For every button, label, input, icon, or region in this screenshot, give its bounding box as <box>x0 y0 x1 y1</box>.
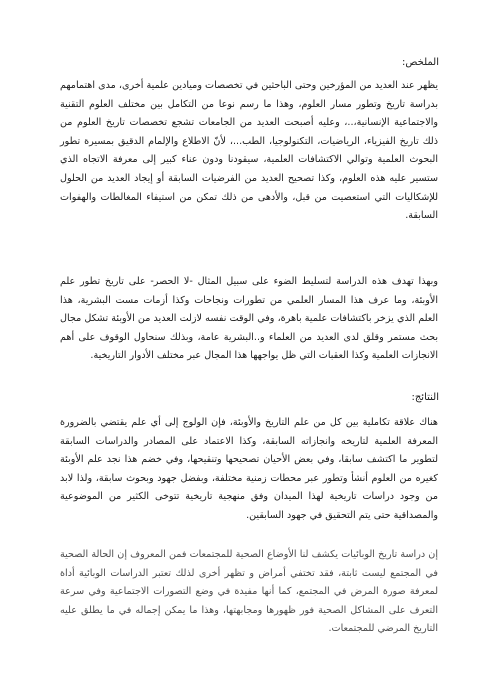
results-heading: النتائج: <box>411 392 439 403</box>
summary-paragraph: يظهر عند العديد من المؤرخين وحتى الباحثين في تخصصات وميادين علمية أخرى، مدى اهتمامهم بدراسة تاريخ وتطور مسار العلوم، وهذا ما رسم نوعا من التكامل بين مختلف العلوم التقنية والاجتماعية الإنسانية،..، وعليه أصبحت العديد من الجامعات تشجع تخصصات تاريخ العلوم من ذلك تاريخ الفيزياء، الرياضيات، التكنولوجيا، الطب...، لأنّ الاطلاع والإلمام الدقيق بمسيرة تطور البحوث العلمية وتوالي الاكتشافات العلمية، سيقودنا ودون عناء كبير إلى معرفة الاتجاه الذي ستسير عليه هذه العلوم، وكذا تصحيح العديد من الفرضيات السابقة أو إيجاد العديد من الحلول للإشكاليات التي استعصيت من قبل، والأدهى من ذلك تمكن من استيفاء المغالطات والهفوات السابقة. <box>60 80 438 222</box>
aim-paragraph: وبهذا تهدف هذه الدراسة لتسليط الضوء على سبيل المثال -لا الحصر- على تاريخ تطور علم الأوبئة، وما عرف هذا المسار العلمي من تطورات ونجاحات وكذا أزمات مست البشرية، هذا العلم الذي يزخر باكتشافات علمية باهرة، وفي الوقت نفسه لازلت العديد من الأوبئة تشكل مجال بحث مستمر وقلق لدى العديد من العلماء و..البشرية عامة، وبذلك سنحاول الوقوف على أهم الانجازات العلمية وكذا العقبات التي ظل يواجهها هذا المجال عبر مختلف الأدوار التاريخية. <box>60 276 438 362</box>
results-paragraph: هناك علاقة تكاملية بين كل من علم التاريخ والأوبئة، فإن الولوج إلى أي علم يقتضي بالضرورة المعرفة العلمية لتاريخه وانجازاته السابقة، وكذا الاعتماد على المصادر والدراسات السابقة لتطوير ما اكتشف سابقا، وفي بعض الأحيان تصحيحها وتنقيحها، وفي خضم هذا نجد علم الأوبئة كغيره من العلوم أنشأ وتطور عبر محطات زمنية مختلفة، وبفضل جهود وبحوث سابقة، ولذا لابد من وجود دراسات تاريخية لهذا الميدان وفق منهجية تاريخية تتوخى الكثير من الموضوعية والمصداقية حتى يتم التحقيق في جهود السابقين. <box>60 417 438 521</box>
conclusion-paragraph: إن دراسة تاريخ الوبائيات يكشف لنا الأوضاع الصحية للمجتمعات فمن المعروف إن الحالة الصحية في المجتمع ليست ثابتة، فقد تختفي أمراض و تظهر أخرى لذلك تعتبر الدراسات الوبائية أداة لمعرفة صورة المرض في المجتمع، كما أنها مفيدة في وضع التصورات الاجتماعية وفي سرعة التعرف على المشاكل الصحية فور ظهورها ومجابهتها، وهذا ما يمكن إجماله في ما يطلق عليه التاريخ المرضي للمجتمعات. <box>60 549 438 635</box>
summary-heading: الملخص: <box>402 57 439 68</box>
